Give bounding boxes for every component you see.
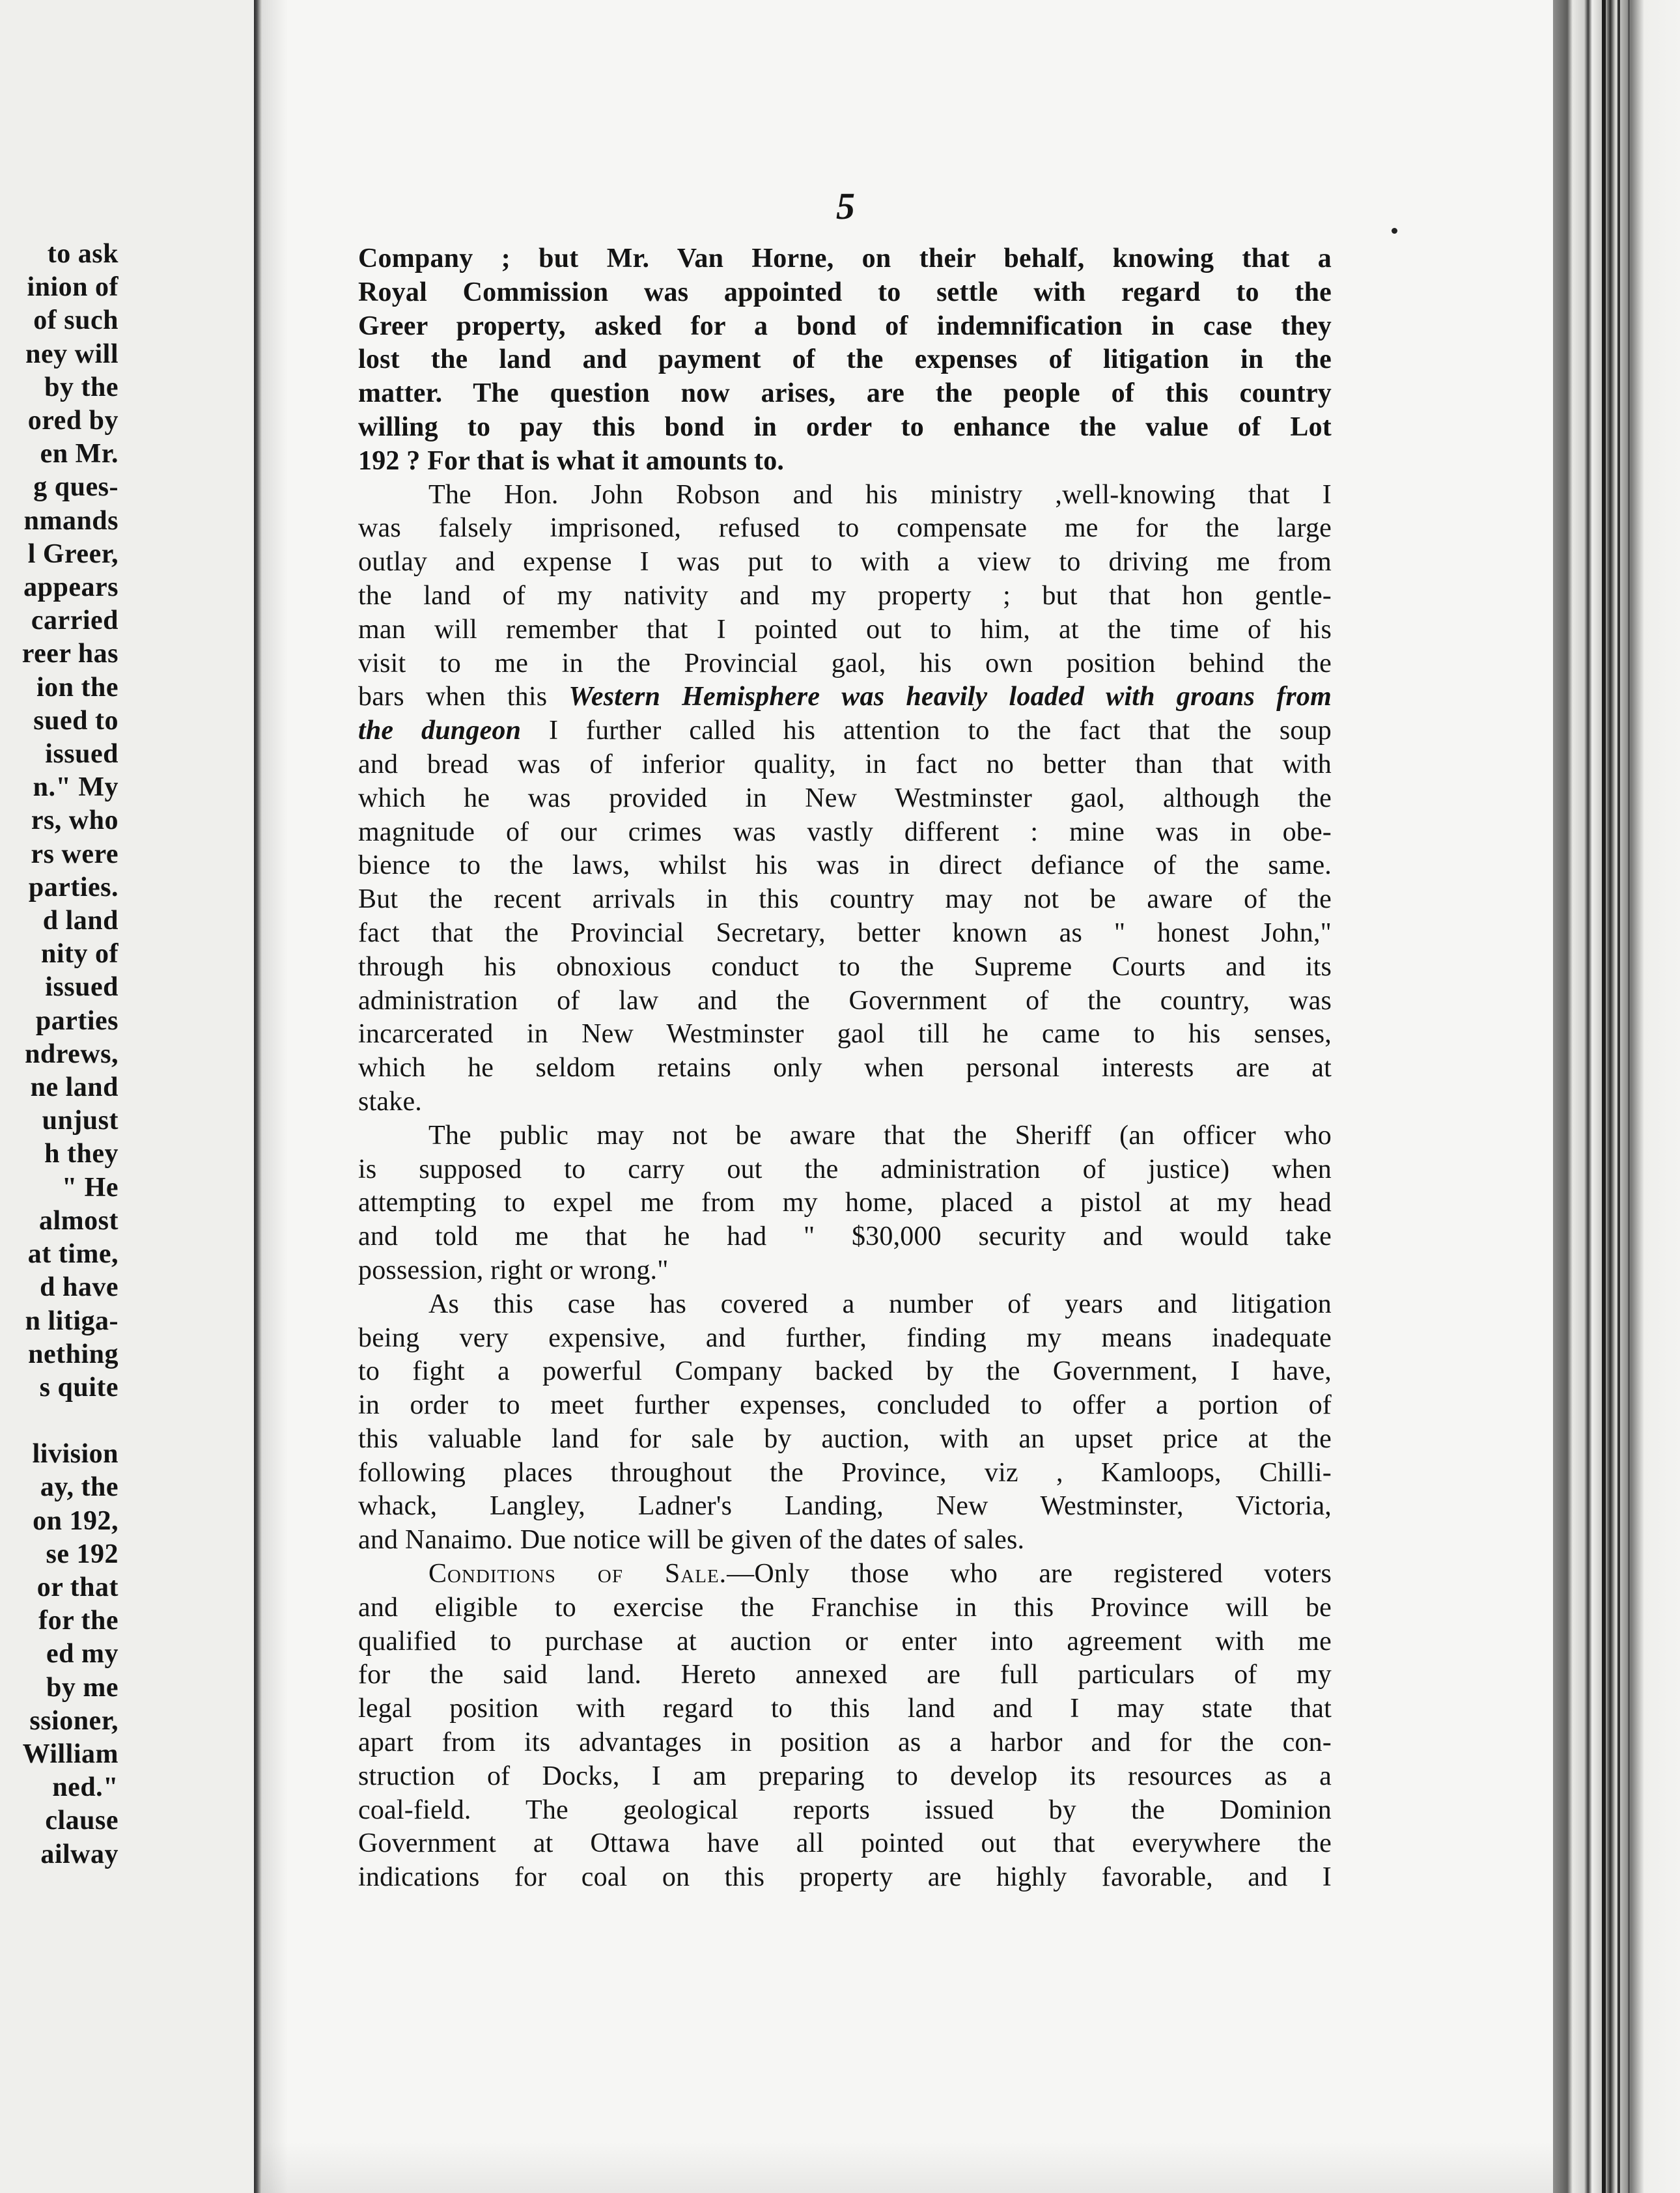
- italic-phrase: Western Hemisphere was heavily loaded with groans from: [568, 682, 1332, 712]
- text-line: [358, 1389, 1332, 1423]
- text-line: [358, 276, 1332, 310]
- print-speck: [1392, 228, 1397, 234]
- line-text: magnitude of our crimes was vastly different : mine was in obe-: [358, 817, 1332, 847]
- facing-page-line: rs were: [31, 839, 119, 869]
- text-line: [358, 1355, 1332, 1389]
- facing-page-line: reer has: [21, 639, 119, 669]
- line-text: incarcerated in New Westminster gaol till he came to his senses,: [358, 1019, 1332, 1050]
- text-line: [358, 1423, 1332, 1457]
- text-line: [358, 1827, 1332, 1861]
- text-line: [358, 1524, 1332, 1557]
- text-line: [358, 1018, 1332, 1052]
- facing-page-line: se 192: [46, 1539, 119, 1569]
- line-text: The Hon. John Robson and his ministry ,well-knowing that I: [428, 479, 1332, 510]
- gutter-shadow: [262, 0, 288, 2193]
- facing-page-line: ney will: [25, 339, 119, 369]
- line-text: the land of my nativity and my property ; but that hon gentle-: [358, 580, 1332, 611]
- facing-page-line: ion the: [36, 672, 119, 703]
- text-line: [358, 1625, 1332, 1659]
- text-line: [358, 1119, 1332, 1153]
- page-edge-line: [1628, 0, 1630, 2193]
- text-line: [358, 883, 1332, 917]
- facing-page-line: parties: [35, 1005, 119, 1036]
- page-bottom-shade: [262, 2141, 1553, 2193]
- facing-page-line: on 192,: [33, 1505, 119, 1536]
- text-line: [358, 985, 1332, 1018]
- facing-page-line: issued: [45, 972, 119, 1003]
- line-text: Royal Commission was appointed to settle with regard to the: [358, 277, 1332, 307]
- text-line: [358, 1490, 1332, 1524]
- text-line: [358, 613, 1332, 647]
- facing-page-line: ay, the: [40, 1472, 119, 1503]
- line-text: Government at Ottawa have all pointed out that everywhere the: [358, 1828, 1332, 1859]
- text-line: [358, 1760, 1332, 1794]
- line-text: Company ; but Mr. Van Horne, on their behalf, knowing that a: [358, 244, 1332, 273]
- facing-page-line: unjust: [42, 1106, 119, 1136]
- facing-page-line: appears: [23, 572, 119, 603]
- text-line: [358, 1186, 1332, 1220]
- line-text: I further called his attention to the fact that the soup: [521, 716, 1332, 746]
- facing-page-line: nmands: [23, 505, 119, 536]
- facing-page-line: carried: [31, 606, 119, 636]
- facing-page-line: parties.: [28, 872, 119, 902]
- facing-page-line: n litiga-: [25, 1306, 119, 1336]
- line-text: indications for coal on this property are highly favorable, and I: [358, 1862, 1332, 1893]
- line-text: man will remember that I pointed out to him, at the time of his: [358, 614, 1332, 645]
- facing-page-line: n." My: [33, 772, 119, 803]
- facing-page-line: livision: [32, 1439, 119, 1470]
- text-line: [358, 714, 1332, 748]
- text-line: [358, 242, 1332, 276]
- facing-page-line: inion of: [27, 272, 119, 303]
- text-line: [358, 377, 1332, 411]
- line-text: Greer property, asked for a bond of indemnification in case they: [358, 311, 1332, 341]
- line-text: struction of Docks, I am preparing to develop its resources as a: [358, 1761, 1332, 1791]
- line-text: matter. The question now arises, are the people of this country: [358, 378, 1332, 409]
- line-text: following places throughout the Province, viz , Kamloops, Chilli-: [358, 1457, 1332, 1488]
- facing-page-line: ndrews,: [25, 1039, 119, 1069]
- line-text: and bread was of inferior quality, in fact no better than that with: [358, 749, 1332, 779]
- line-text: attempting to expel me from my home, placed a pistol at my head: [358, 1188, 1332, 1218]
- facing-page-line: William: [22, 1739, 119, 1769]
- line-text: was falsely imprisoned, refused to compensate me for the large: [358, 513, 1332, 544]
- section-heading: Conditions of Sale.: [428, 1559, 727, 1589]
- line-text: willing to pay this bond in order to enhance the value of Lot: [358, 412, 1332, 442]
- page-number: 5: [836, 185, 855, 227]
- line-text: and eligible to exercise the Franchise in this Province will be: [358, 1592, 1332, 1623]
- text-line: [358, 1220, 1332, 1254]
- text-line: [358, 1658, 1332, 1692]
- page-edge-line: [1602, 0, 1606, 2193]
- line-text: As this case has covered a number of years and litigation: [428, 1289, 1332, 1319]
- facing-page-line: for the: [38, 1606, 119, 1636]
- text-line: [358, 917, 1332, 951]
- text-line: [358, 479, 1332, 512]
- facing-page-line: by me: [46, 1672, 119, 1703]
- line-text: legal position with regard to this land and I may state that: [358, 1694, 1332, 1724]
- text-line: [358, 445, 1332, 479]
- line-text: for the said land. Hereto annexed are full particulars of my: [358, 1660, 1332, 1690]
- facing-page-line: en Mr.: [40, 439, 119, 469]
- text-line: [358, 1085, 1332, 1119]
- facing-page-line: at time,: [27, 1239, 119, 1270]
- line-text: outlay and expense I was put to with a view to driving me from: [358, 547, 1332, 578]
- text-line: [358, 647, 1332, 681]
- line-text: fact that the Provincial Secretary, better known as " honest John,": [358, 917, 1332, 948]
- facing-page-line: almost: [39, 1205, 119, 1236]
- line-text: visit to me in the Provincial gaol, his own position behind the: [358, 648, 1332, 678]
- facing-page-line: l Greer,: [27, 538, 119, 569]
- text-line: [358, 1322, 1332, 1356]
- line-text: But the recent arrivals in this country may not be aware of the: [358, 884, 1332, 915]
- facing-page-line: or that: [36, 1572, 119, 1602]
- text-line: [358, 1153, 1332, 1187]
- text-line: [358, 1726, 1332, 1760]
- line-text: through his obnoxious conduct to the Supreme Courts and its: [358, 951, 1332, 982]
- text-line: [358, 1254, 1332, 1288]
- line-text: which he seldom retains only when personal interests are at: [358, 1053, 1332, 1083]
- facing-page-line: d have: [40, 1272, 119, 1303]
- text-line: [358, 343, 1332, 377]
- line-text: possession, right or wrong.": [358, 1255, 669, 1285]
- line-text: which he was provided in New Westminster gaol, although the: [358, 783, 1332, 813]
- line-text: being very expensive, and further, finding my means inadequate: [358, 1322, 1332, 1353]
- facing-page-line: nity of: [41, 939, 119, 970]
- text-line: [358, 411, 1332, 445]
- line-text: in order to meet further expenses, concluded to offer a portion of: [358, 1390, 1332, 1421]
- facing-page-line: to ask: [47, 239, 119, 269]
- facing-page-line: nething: [28, 1339, 119, 1369]
- facing-page-line: sued to: [33, 705, 119, 736]
- text-line: [358, 512, 1332, 546]
- line-text: qualified to purchase at auction or enter into agreement with me: [358, 1626, 1332, 1656]
- text-line: [358, 546, 1332, 580]
- facing-page-line: g ques-: [33, 472, 119, 503]
- text-line: [358, 580, 1332, 613]
- text-line: [358, 748, 1332, 782]
- facing-page-line: d land: [42, 906, 119, 936]
- facing-page-left: [0, 0, 258, 2193]
- line-text: administration of law and the Government of the country, was: [358, 985, 1332, 1016]
- text-line: [358, 1457, 1332, 1490]
- line-text: stake.: [358, 1086, 422, 1117]
- line-text: and told me that he had " $30,000 security and would take: [358, 1222, 1332, 1252]
- line-text: coal-field. The geological reports issued by the Dominion: [358, 1795, 1332, 1825]
- line-text: is supposed to carry out the administration of justice) when: [358, 1154, 1332, 1184]
- facing-page-line: [0, 1404, 119, 1438]
- page-edge-line: [1617, 0, 1620, 2193]
- line-text: bars when this: [358, 682, 569, 712]
- facing-page-line: of such: [33, 305, 119, 336]
- facing-page-line: " He: [61, 1172, 119, 1203]
- line-text: 192 ? For that is what it amounts to.: [358, 445, 785, 476]
- facing-page-line: issued: [45, 739, 119, 770]
- text-line: [358, 1591, 1332, 1625]
- facing-page-line: ne land: [30, 1072, 119, 1103]
- text-line: [358, 1052, 1332, 1085]
- text-line: [358, 951, 1332, 985]
- facing-page-line: ssioner,: [29, 1705, 119, 1736]
- facing-page-line: s quite: [39, 1372, 119, 1403]
- line-text: bience to the laws, whilst his was in direct defiance of the same.: [358, 850, 1332, 881]
- facing-page-line: ed my: [46, 1639, 119, 1669]
- page-body-text: [358, 242, 1332, 1895]
- italic-phrase: the dungeon: [358, 716, 522, 746]
- text-line: [358, 680, 1332, 714]
- line-text: The public may not be aware that the Sheriff (an officer who: [428, 1120, 1332, 1151]
- facing-page-line: ned.": [52, 1772, 119, 1803]
- line-text: apart from its advantages in position as a harbor and for the con-: [358, 1727, 1332, 1758]
- line-text: —Only those who are registered voters: [727, 1559, 1332, 1589]
- text-line: [358, 849, 1332, 883]
- text-line: [358, 1692, 1332, 1726]
- line-text: whack, Langley, Ladner's Landing, New Westminster, Victoria,: [358, 1491, 1332, 1522]
- line-text: lost the land and payment of the expenses of litigation in the: [358, 344, 1332, 375]
- facing-page-line: clause: [45, 1806, 119, 1836]
- facing-page-line: ored by: [27, 406, 119, 436]
- text-line: [358, 782, 1332, 816]
- facing-page-line: by the: [44, 372, 119, 402]
- text-line: [358, 1288, 1332, 1322]
- book-gutter: [254, 0, 262, 2193]
- facing-page-line: h they: [44, 1139, 119, 1169]
- facing-page-text: [0, 238, 119, 1871]
- facing-page-line: rs, who: [31, 805, 119, 836]
- line-text: to fight a powerful Company backed by the Government, I have,: [358, 1356, 1332, 1387]
- page-edge-right: [1553, 0, 1680, 2193]
- line-text: this valuable land for sale by auction, with an upset price at the: [358, 1423, 1332, 1454]
- text-line: [358, 1794, 1332, 1828]
- text-line: [358, 1557, 1332, 1591]
- line-text: and Nanaimo. Due notice will be given of the dates of sales.: [358, 1525, 1025, 1556]
- text-line: [358, 816, 1332, 850]
- facing-page-line: ailway: [40, 1839, 119, 1869]
- text-line: [358, 1861, 1332, 1895]
- text-line: [358, 310, 1332, 344]
